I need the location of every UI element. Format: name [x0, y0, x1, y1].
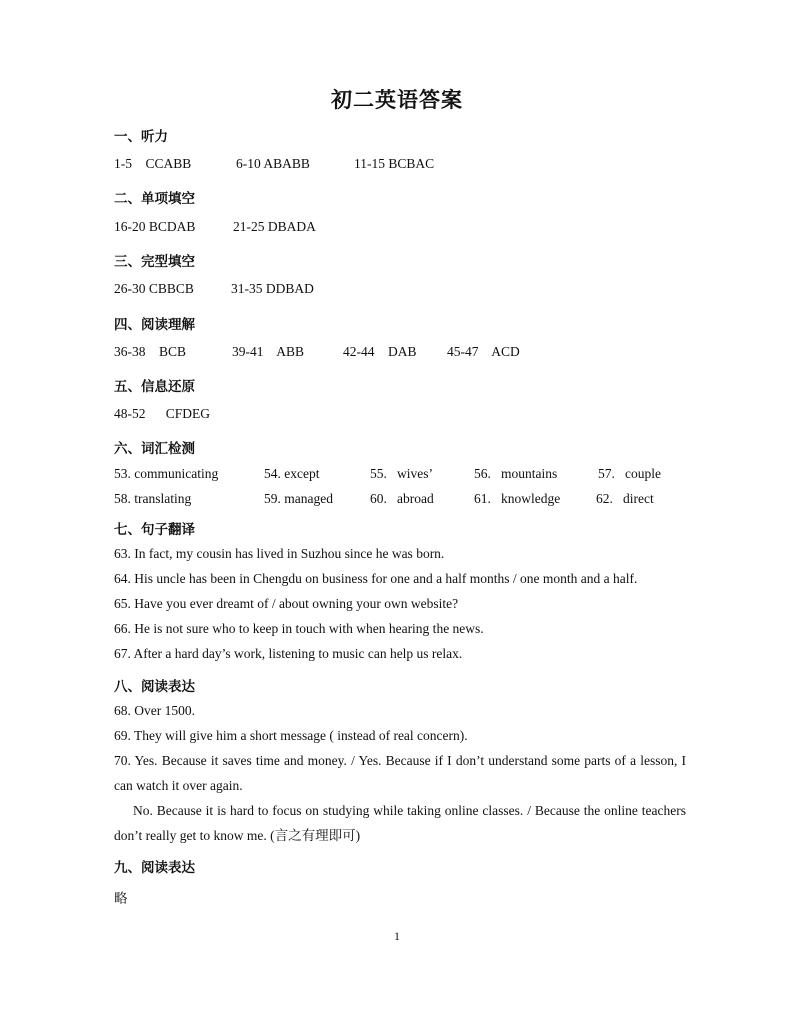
answer-group: 6-10 ABABB: [236, 156, 310, 171]
translation-answer: 67. After a hard day’s work, listening to music can help us relax.: [114, 646, 463, 661]
section-heading-cloze: 三、完型填空: [114, 254, 195, 270]
expression-answer: 69. They will give him a short message ( instead of real concern).: [114, 728, 468, 743]
expression-answer-alt: No. Because it is hard to focus on studying while taking online classes. / Because the online teachers don’t really get to know me. (言之有理即可): [114, 803, 686, 843]
page-number: 1: [394, 929, 400, 943]
page-title: 初二英语答案: [331, 88, 463, 112]
answer-group: 42-44 DAB: [343, 344, 417, 359]
answer-group: 11-15 BCBAC: [354, 156, 435, 171]
section-heading-writing: 九、阅读表达: [114, 860, 195, 876]
section-heading-single-choice: 二、单项填空: [114, 191, 195, 207]
writing-answer: 略: [114, 891, 128, 906]
answer-group: 21-25 DBADA: [233, 219, 316, 234]
vocab-answer: 56. mountains: [474, 466, 558, 481]
translation-answer: 66. He is not sure who to keep in touch with when hearing the news.: [114, 621, 484, 636]
answer-group: 39-41 ABB: [232, 344, 305, 359]
section-heading-translation: 七、句子翻译: [114, 522, 195, 538]
answer-group: 1-5 CCABB: [114, 156, 192, 171]
expression-answer: 68. Over 1500.: [114, 703, 195, 718]
answer-group: 48-52 CFDEG: [114, 406, 211, 421]
vocab-answer: 62. direct: [596, 491, 654, 506]
answer-group: 31-35 DDBAD: [231, 281, 314, 296]
translation-answer: 65. Have you ever dreamt of / about owning your own website?: [114, 596, 459, 611]
vocab-answer: 54. except: [264, 466, 320, 481]
expression-answer: 70. Yes. Because it saves time and money. / Yes. Because if I don’t understand some parts of a lesson, I can watch it over again.: [114, 753, 686, 793]
section-heading-reading-expression: 八、阅读表达: [114, 679, 195, 695]
vocab-answer: 61. knowledge: [474, 491, 561, 506]
vocab-answer: 60. abroad: [370, 491, 434, 506]
section-heading-vocabulary: 六、词汇检测: [114, 441, 195, 457]
answer-group: 36-38 BCB: [114, 344, 187, 359]
vocab-answer: 58. translating: [114, 491, 192, 506]
vocab-answer: 59. managed: [264, 491, 333, 506]
translation-answer: 63. In fact, my cousin has lived in Suzhou since he was born.: [114, 546, 445, 561]
translation-answer: 64. His uncle has been in Chengdu on business for one and a half months / one month and a half.: [114, 571, 638, 586]
vocab-answer: 55. wives’: [370, 466, 433, 481]
answer-group: 26-30 CBBCB: [114, 281, 194, 296]
answer-group: 16-20 BCDAB: [114, 219, 196, 234]
vocab-answer: 57. couple: [598, 466, 661, 481]
section-heading-reading: 四、阅读理解: [114, 317, 195, 333]
section-heading-info-restore: 五、信息还原: [114, 379, 195, 395]
section-heading-listening: 一、听力: [114, 129, 168, 145]
answer-group: 45-47 ACD: [447, 344, 520, 359]
vocab-answer: 53. communicating: [114, 466, 219, 481]
